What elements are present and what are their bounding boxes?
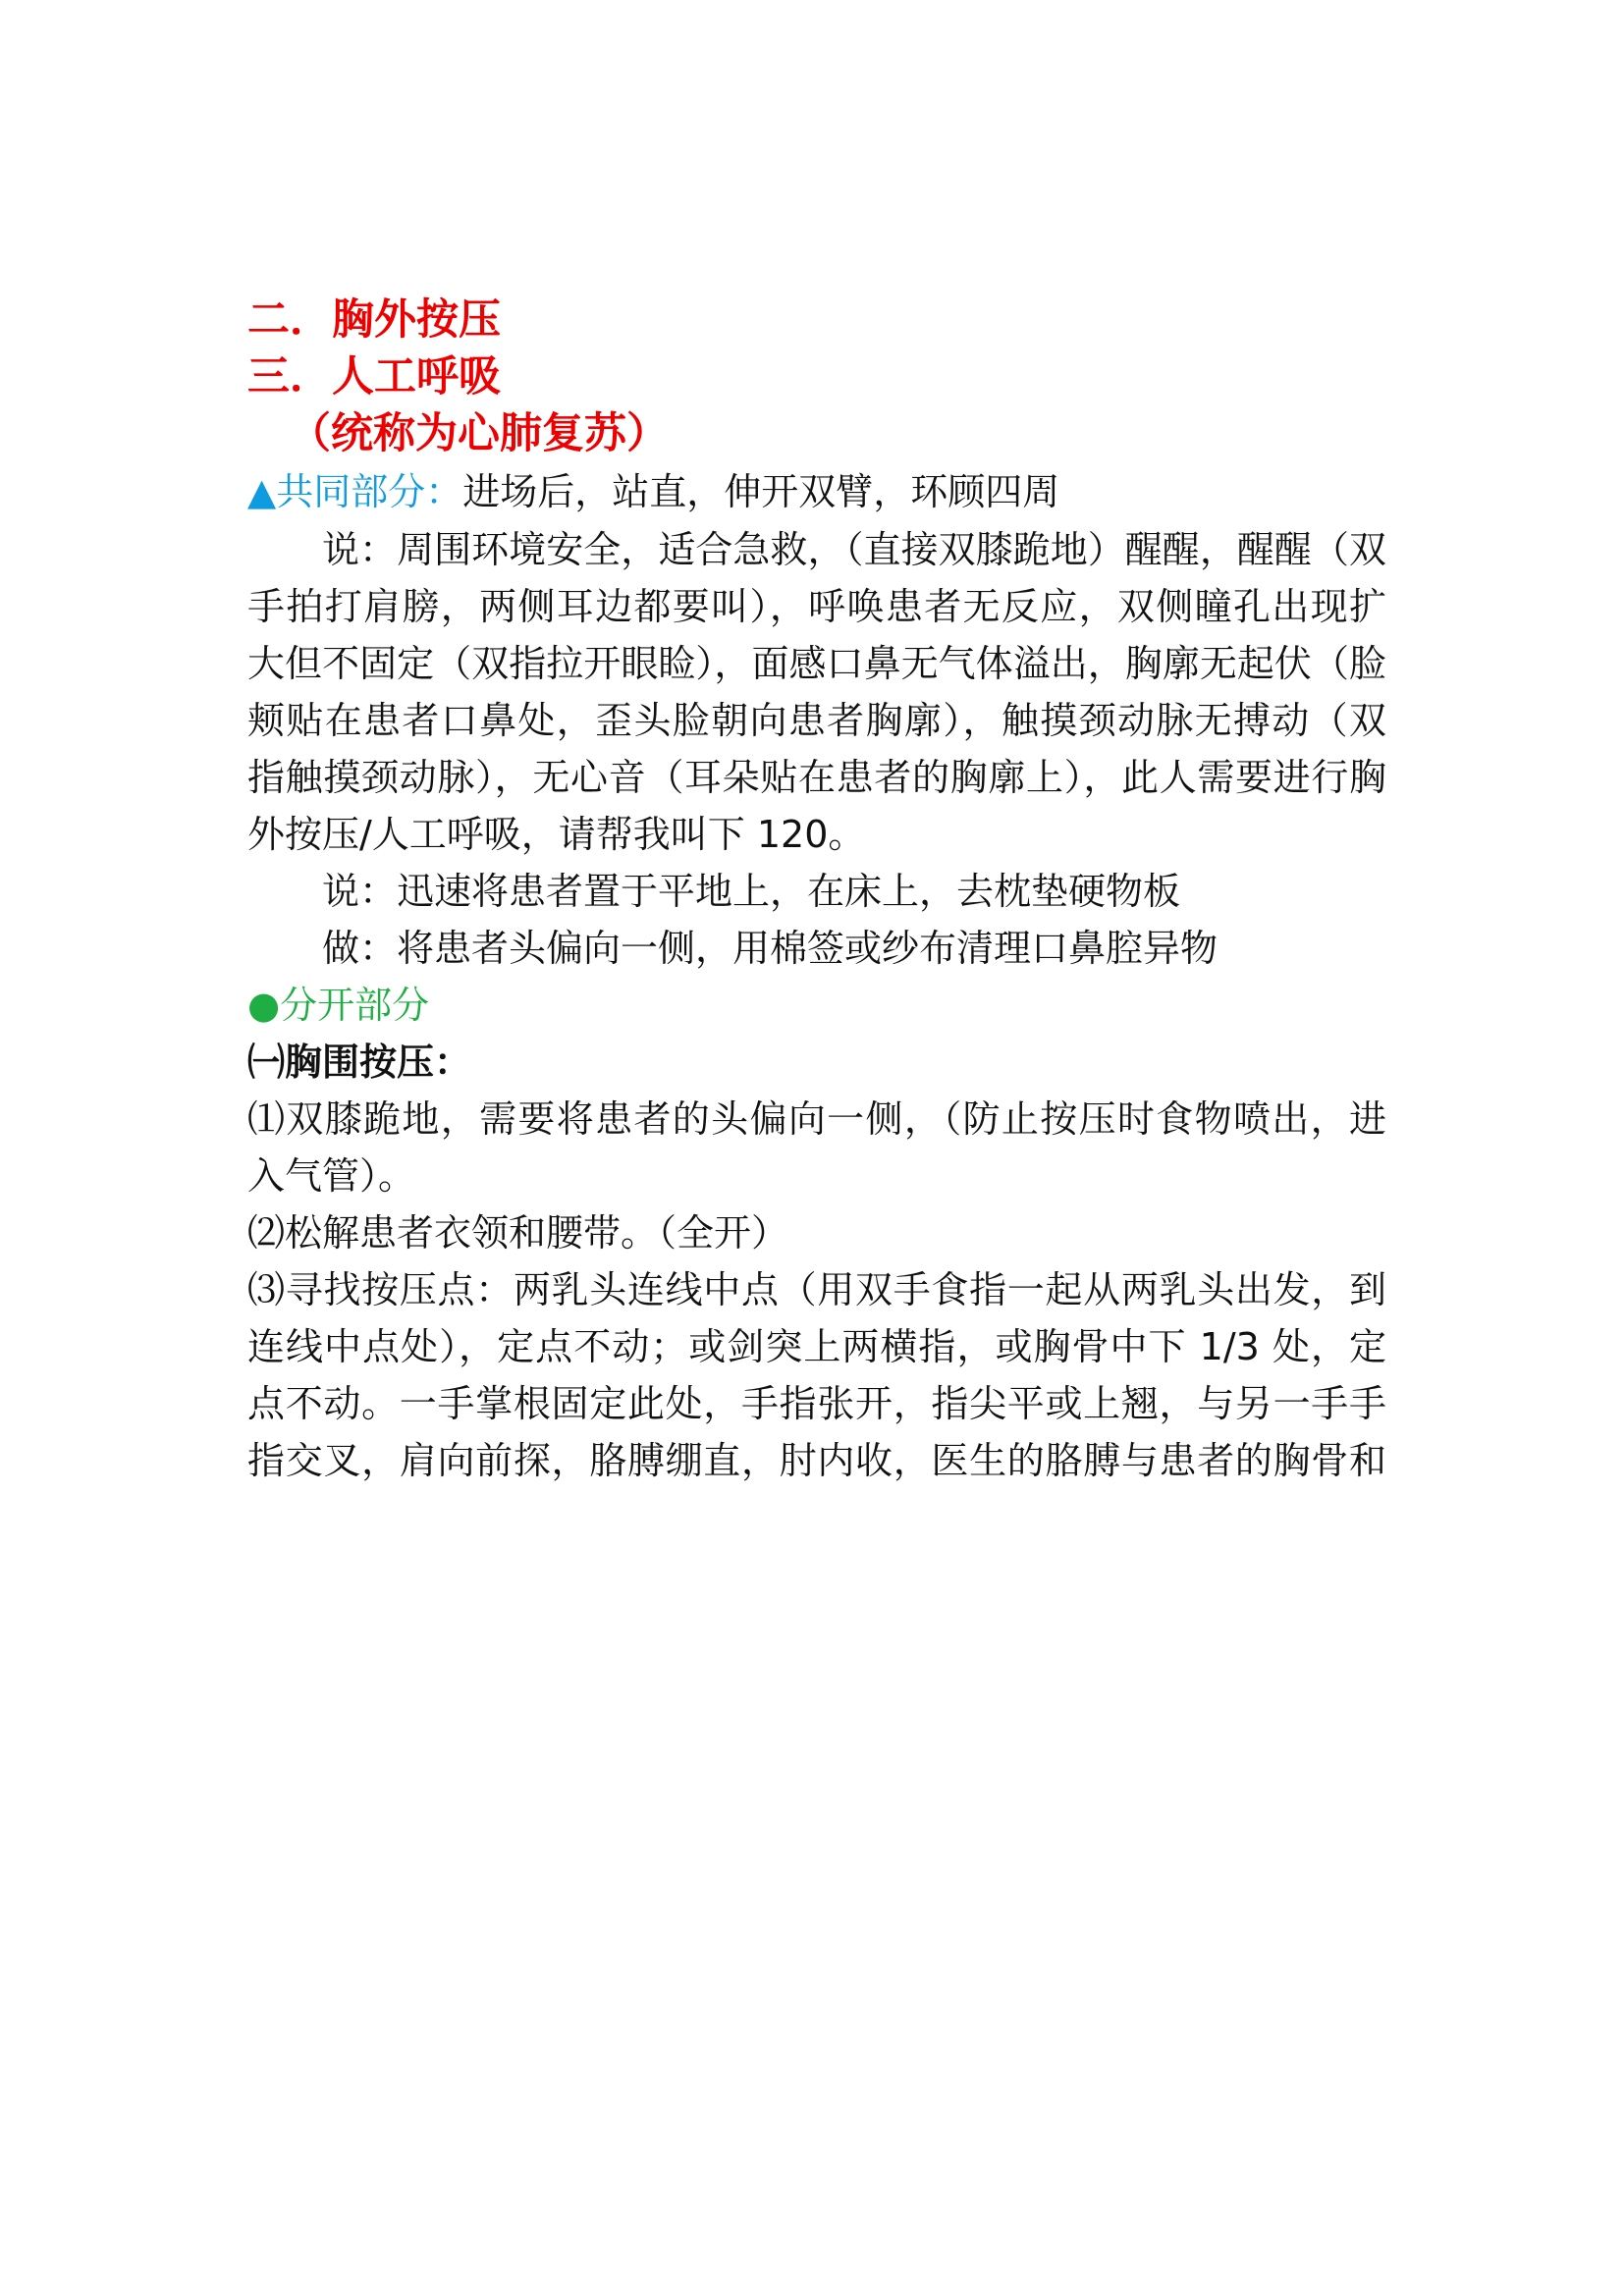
heading-chest-compression: 二．胸外按压 [247, 295, 501, 345]
paragraph-line: 颊贴在患者口鼻处，歪头脸朝向患者胸廓），触摸颈动脉无搏动（双 [247, 699, 1386, 742]
section-title-chest-compression: ㈠胸围按压： [247, 1041, 472, 1084]
do-instruction: 做：将患者头偏向一侧，用棉签或纱布清理口鼻腔异物 [322, 927, 1218, 970]
say-instruction: 说：迅速将患者置于平地上，在床上，去枕垫硬物板 [322, 870, 1181, 913]
paragraph-line: 说：周围环境安全，适合急救，（直接双膝跪地）醒醒，醒醒（双 [322, 528, 1386, 571]
common-part-line [247, 462, 1059, 521]
step-3-line: 指交叉，肩向前探，胳膊绷直，肘内收，医生的胳膊与患者的胸骨和 [247, 1439, 1386, 1482]
paragraph-line: 手拍打肩膀，两侧耳边都要叫），呼唤患者无反应，双侧瞳孔出现扩 [247, 585, 1386, 628]
paragraph-line: 指触摸颈动脉），无心音（耳朵贴在患者的胸廓上），此人需要进行胸 [247, 756, 1386, 799]
step-3-line: 连线中点处），定点不动；或剑突上两横指，或胸骨中下 1/3 处，定 [247, 1325, 1386, 1368]
heading-artificial-respiration: 三．人工呼吸 [247, 352, 501, 401]
step-1-line: 入气管）。 [247, 1154, 416, 1198]
common-part-text: 进场后，站直，伸开双臂，环顾四周 [462, 470, 1060, 513]
step-3-line: ⑶寻找按压点：两乳头连线中点（用双手食指一起从两乳头出发，到 [247, 1268, 1386, 1311]
paragraph-line: 外按压/人工呼吸，请帮我叫下 120。 [247, 813, 866, 856]
step-2-line: ⑵松解患者衣领和腰带。（全开） [247, 1211, 789, 1255]
step-3-line: 点不动。一手掌根固定此处，手指张开，指尖平或上翘，与另一手手 [247, 1382, 1386, 1425]
step-1-line: ⑴双膝跪地，需要将患者的头偏向一侧，（防止按压时食物喷出，进 [247, 1097, 1386, 1141]
paragraph-line: 大但不固定（双指拉开眼睑），面感口鼻无气体溢出，胸廓无起伏（脸 [247, 642, 1386, 685]
common-part-marker: ▲共同部分： [247, 470, 463, 513]
separate-part-heading: ●分开部分 [247, 984, 430, 1027]
heading-cpr-note: （统称为心肺复苏） [289, 409, 669, 458]
